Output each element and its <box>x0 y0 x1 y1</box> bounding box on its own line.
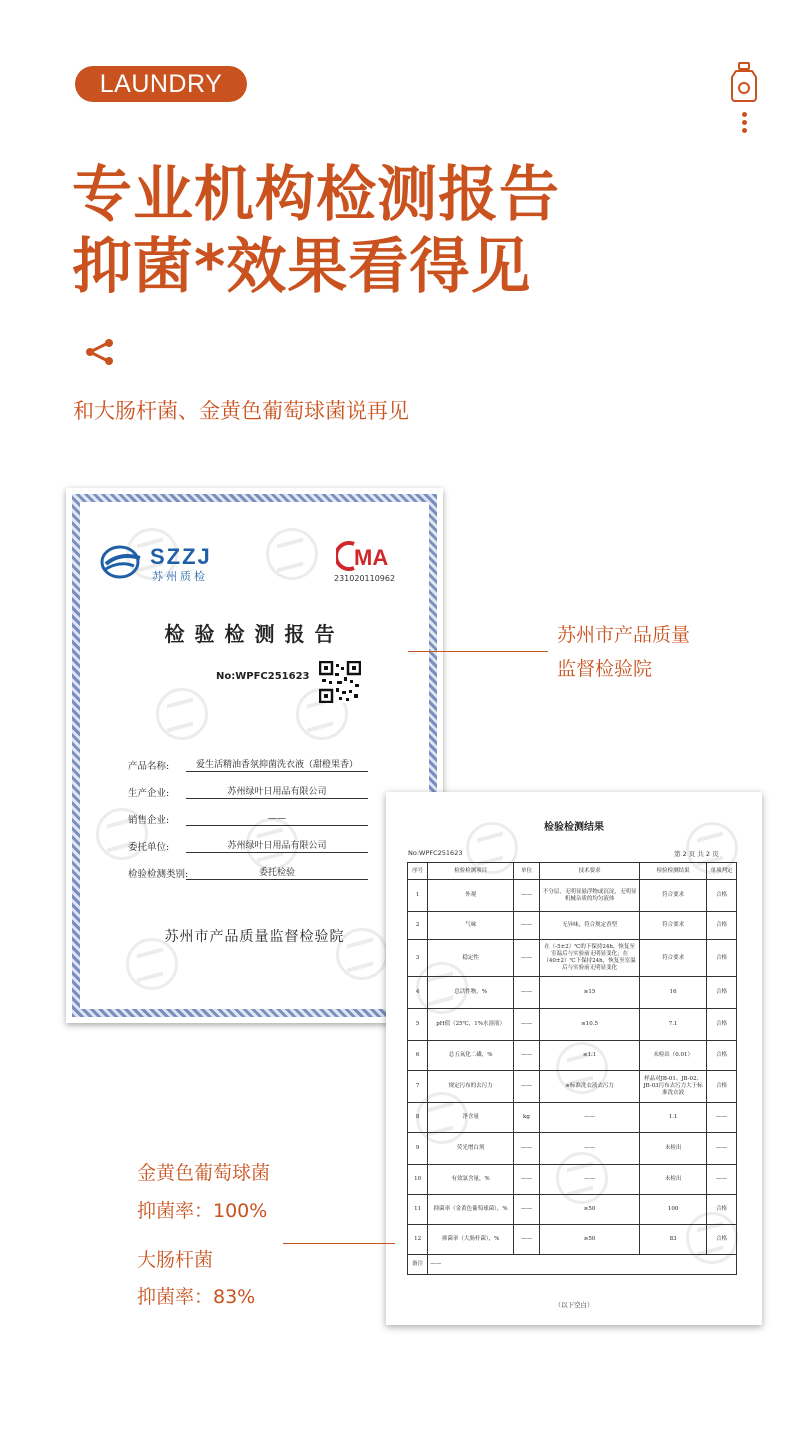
table-cell: kg <box>513 1103 539 1133</box>
share-icon <box>84 338 116 366</box>
table-cell: 规定污布的去污力 <box>428 1071 514 1103</box>
field-row <box>128 799 368 826</box>
headline-line-1: 专业机构检测报告 <box>72 160 560 230</box>
table-cell: pH值（25℃，1%水溶液） <box>428 1009 514 1041</box>
field-label: 委托单位: <box>128 842 170 853</box>
table-cell: —— <box>540 1165 640 1195</box>
table-row <box>408 1165 737 1195</box>
table-cell: 1 <box>408 880 428 912</box>
table-cell: —— <box>513 1225 539 1255</box>
table-cell: 1.1 <box>640 1103 707 1133</box>
table-cell: —— <box>513 1133 539 1165</box>
table-row-highlighted <box>408 1195 737 1225</box>
field-label: 生产企业: <box>128 788 170 799</box>
table-cell: —— <box>513 1195 539 1225</box>
table-cell: 稳定性 <box>428 940 514 977</box>
table-cell: 净含量 <box>428 1103 514 1133</box>
bacteria-name-1: 金黄色葡萄球菌 <box>137 1162 271 1184</box>
table-cell: 荧光增白剂 <box>428 1133 514 1165</box>
table-cell: 11 <box>408 1195 428 1225</box>
table-cell: 合格 <box>707 1071 737 1103</box>
table-cell: —— <box>513 977 539 1009</box>
szzj-logo-subtext: 苏州质检 <box>152 570 208 583</box>
table-cell: 有效氯含量，% <box>428 1165 514 1195</box>
bacteria-name-2: 大肠杆菌 <box>137 1249 214 1271</box>
watermark <box>266 528 318 580</box>
field-value: 委托检验 <box>186 865 368 880</box>
table-cell: 5 <box>408 1009 428 1041</box>
results-table <box>407 862 737 1275</box>
field-label: 销售企业: <box>128 815 170 826</box>
column-header: 单位 <box>513 863 539 880</box>
table-header-row <box>408 863 737 880</box>
table-cell: 合格 <box>707 1041 737 1071</box>
table-cell: —— <box>513 1041 539 1071</box>
table-cell: 符合要求 <box>640 940 707 977</box>
table-cell: 83 <box>640 1225 707 1255</box>
table-cell: ≥50 <box>540 1195 640 1225</box>
table-cell: ≤10.5 <box>540 1009 640 1041</box>
table-cell: 总活性物，% <box>428 977 514 1009</box>
certificate-title: 检验检测报告 <box>164 622 345 646</box>
szzj-logo-text: SZZJ <box>150 544 212 569</box>
table-cell: —— <box>513 1165 539 1195</box>
table-row <box>408 1071 737 1103</box>
table-cell: 合格 <box>707 1009 737 1041</box>
field-value: —— <box>186 814 368 826</box>
table-cell: —— <box>707 1165 737 1195</box>
qr-code-icon <box>319 661 361 703</box>
table-cell: 抑菌率（大肠杆菌），% <box>428 1225 514 1255</box>
table-row <box>408 1009 737 1041</box>
cma-number: 231020110962 <box>334 574 396 583</box>
column-header: 序号 <box>408 863 428 880</box>
results-end-note: （以下空白） <box>554 1301 594 1309</box>
certificate-fields <box>128 745 368 880</box>
field-label: 检验检测类别: <box>128 869 189 880</box>
table-cell: 气味 <box>428 912 514 940</box>
column-header: 技术要求 <box>540 863 640 880</box>
table-cell: 9 <box>408 1133 428 1165</box>
table-row <box>408 1133 737 1165</box>
table-cell: 不分层，无明显悬浮物或沉淀，无明显机械杂质的均匀液体 <box>540 880 640 912</box>
table-row-highlighted <box>408 1225 737 1255</box>
table-cell: 符合要求 <box>640 912 707 940</box>
table-cell: 未检出（0.01） <box>640 1041 707 1071</box>
column-header: 检验检测结果 <box>640 863 707 880</box>
callout-line <box>283 1243 395 1244</box>
field-value: 苏州绿叶日用品有限公司 <box>186 784 368 799</box>
table-cell: ≥标准洗衣液去污力 <box>540 1071 640 1103</box>
table-cell: 合格 <box>707 912 737 940</box>
column-header: 检验检测项目 <box>428 863 514 880</box>
table-cell: 合格 <box>707 880 737 912</box>
table-cell: 6 <box>408 1041 428 1071</box>
callout-org-line-1: 苏州市产品质量 <box>557 624 691 646</box>
table-cell: —— <box>428 1255 737 1275</box>
table-cell: —— <box>513 880 539 912</box>
table-row <box>408 940 737 977</box>
table-cell: 样品对JB-01、JB-02、JB-03污布去污力大于标准洗衣液 <box>640 1071 707 1103</box>
headline-line-2: 抑菌*效果看得见 <box>72 232 532 302</box>
table-cell: 外观 <box>428 880 514 912</box>
table-cell: ≤1.1 <box>540 1041 640 1071</box>
table-cell: 总五氧化二磷，% <box>428 1041 514 1071</box>
table-cell: 未检出 <box>640 1165 707 1195</box>
detergent-bottle-icon <box>730 62 758 102</box>
field-row <box>128 853 368 880</box>
table-cell: 100 <box>640 1195 707 1225</box>
field-value: 爱生活精油香氛抑菌洗衣液（甜橙果香） <box>186 757 368 772</box>
certificate-report-number: No:WPFC251623 <box>216 671 310 682</box>
table-row <box>408 1255 737 1275</box>
results-page-number: 第 2 页 共 2 页 <box>674 850 719 858</box>
szzj-logo-icon <box>100 544 146 580</box>
table-cell: 7.1 <box>640 1009 707 1041</box>
table-cell: 2 <box>408 912 428 940</box>
certificate-organization: 苏州市产品质量监督检验院 <box>164 929 345 945</box>
table-cell: ≥50 <box>540 1225 640 1255</box>
cma-mark-text: MA <box>354 545 389 570</box>
laundry-tag: LAUNDRY <box>75 66 247 102</box>
field-value: 苏州绿叶日用品有限公司 <box>186 838 368 853</box>
table-cell: 备注 <box>408 1255 428 1275</box>
cma-mark-icon <box>336 540 400 572</box>
callout-org-line-2: 监督检验院 <box>557 658 653 680</box>
table-cell: —— <box>707 1133 737 1165</box>
table-cell: —— <box>707 1103 737 1133</box>
table-cell: 10 <box>408 1165 428 1195</box>
table-row <box>408 880 737 912</box>
table-cell: —— <box>513 940 539 977</box>
table-cell: 合格 <box>707 1195 737 1225</box>
table-cell: —— <box>513 912 539 940</box>
table-cell: 7 <box>408 1071 428 1103</box>
results-title: 检验检测结果 <box>544 822 604 833</box>
table-cell: 4 <box>408 977 428 1009</box>
table-cell: 未检出 <box>640 1133 707 1165</box>
table-cell: 抑菌率（金黄色葡萄球菌），% <box>428 1195 514 1225</box>
table-cell: 合格 <box>707 940 737 977</box>
watermark <box>156 688 208 740</box>
column-header: 单项判定 <box>707 863 737 880</box>
field-row <box>128 826 368 853</box>
results-report-number: No:WPFC251623 <box>408 849 463 857</box>
table-cell: 在（-5±2）℃的下保持24h，恢复至室温后与实验前无明显变化；在（40±2）℃下保持24h，恢复至室温后与实验前无明显变化 <box>540 940 640 977</box>
table-cell: —— <box>513 1071 539 1103</box>
table-cell: 12 <box>408 1225 428 1255</box>
table-cell: 3 <box>408 940 428 977</box>
table-cell: —— <box>540 1133 640 1165</box>
table-cell: 符合要求 <box>640 880 707 912</box>
table-row <box>408 977 737 1009</box>
bacteria-rate-1: 抑菌率：100% <box>137 1200 268 1222</box>
table-cell: —— <box>540 1103 640 1133</box>
subtitle: 和大肠杆菌、金黄色葡萄球菌说再见 <box>73 399 409 423</box>
callout-line <box>408 651 548 652</box>
table-cell: 无异味，符合规定香型 <box>540 912 640 940</box>
table-row <box>408 1103 737 1133</box>
table-row <box>408 1041 737 1071</box>
table-row <box>408 912 737 940</box>
table-cell: 合格 <box>707 977 737 1009</box>
callout-organization <box>557 618 690 686</box>
table-cell: 合格 <box>707 1225 737 1255</box>
table-cell: 16 <box>640 977 707 1009</box>
field-row <box>128 745 368 772</box>
table-cell: ≥15 <box>540 977 640 1009</box>
bacteria-rate-2: 抑菌率：83% <box>137 1286 256 1308</box>
field-label: 产品名称: <box>128 761 170 772</box>
table-cell: —— <box>513 1009 539 1041</box>
table-cell: 8 <box>408 1103 428 1133</box>
field-row <box>128 772 368 799</box>
more-dots-icon <box>740 112 748 134</box>
test-results-sheet <box>386 792 762 1325</box>
